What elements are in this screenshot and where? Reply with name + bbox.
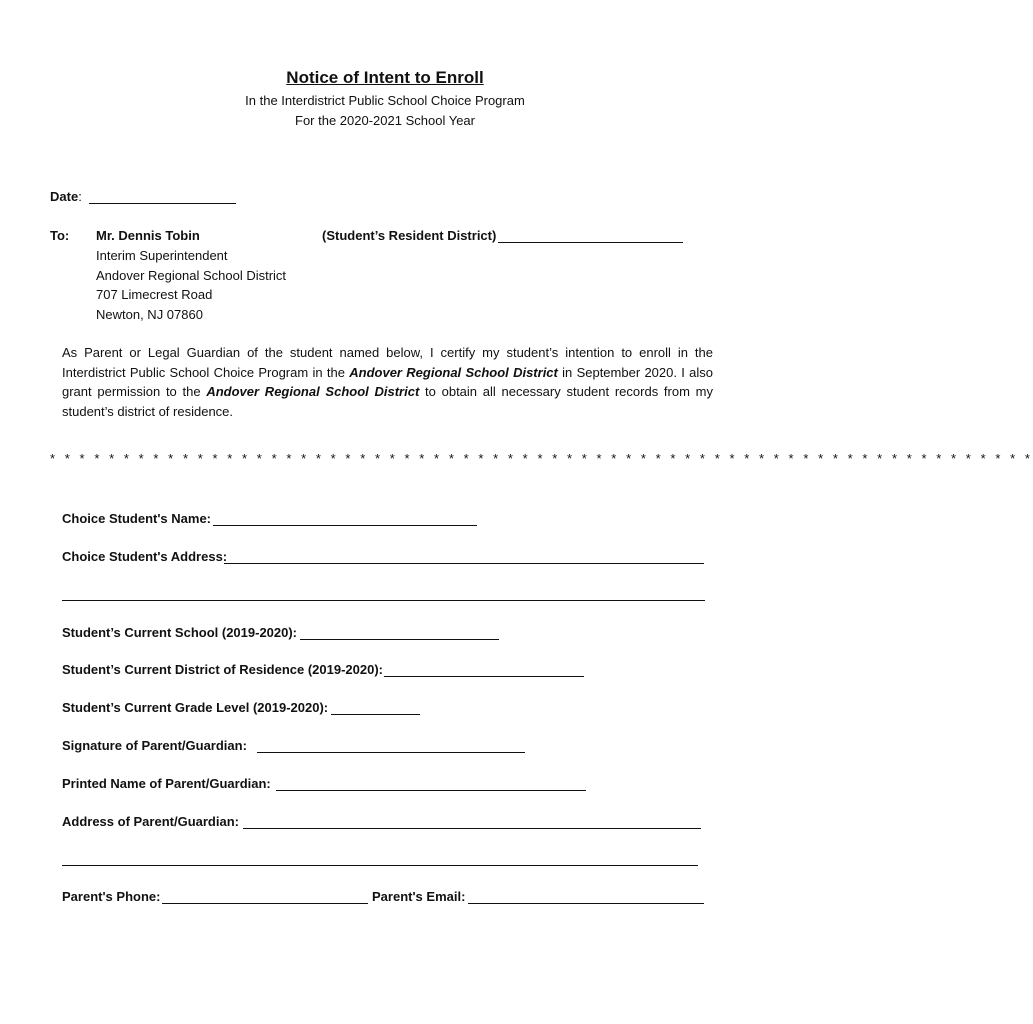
parent-address-field[interactable] [243,828,701,829]
to-label: To: [50,228,70,243]
student-name-label: Choice Student's Name: [62,511,212,526]
recipient-street: 707 Limecrest Road [96,287,213,302]
parent-address-label: Address of Parent/Guardian: [62,814,239,829]
resident-district-label: (Student’s Resident District) [322,228,497,243]
document-title: Notice of Intent to Enroll [286,68,484,87]
current-grade-field[interactable] [331,714,420,715]
recipient-org: Andover Regional School District [96,268,287,283]
current-district-field[interactable] [384,676,584,677]
parent-phone-field[interactable] [162,903,368,904]
date-label: Date [50,189,79,204]
statement-district-1: Andover Regional School District [349,364,558,380]
subtitle-program: In the Interdistrict Public School Choice Program [245,93,525,108]
statement-part-3: to obtain all necessary student records from my student’s district of residence. [62,384,713,419]
student-address-field[interactable] [224,563,704,564]
certification-paragraph [62,343,713,421]
signature-label: Signature of Parent/Guardian: [62,738,247,753]
parent-address-field-line-2[interactable] [62,865,698,866]
current-school-label: Student’s Current School (2019-2020): [62,625,298,640]
parent-email-field[interactable] [468,903,704,904]
current-district-label: Student’s Current District of Residence (2019-2020): [62,662,383,677]
statement-part-1: As Parent or Legal Guardian of the student named below, I certify my student’s intention to enroll in the Interdistrict Public School Choice Program in the [62,345,713,380]
recipient-city: Newton, NJ 07860 [96,307,203,322]
student-address-label: Choice Student's Address: [62,549,228,564]
printed-name-label: Printed Name of Parent/Guardian: [62,776,271,791]
current-grade-label: Student’s Current Grade Level (2019-2020): [62,700,329,715]
current-school-field[interactable] [300,639,499,640]
resident-district-field[interactable] [498,242,683,243]
statement-part-2: in September 2020. I also grant permission to the [62,364,714,400]
printed-name-field[interactable] [276,790,586,791]
asterisk-separator: * * * * * * * * * * * * * * * * * * * * * * * * * * * * * * * * * * * * * * * * * * * * * * * * * * * * * * * * * * * * * * * * * * * [50,451,1033,466]
parent-email-label: Parent's Email: [372,889,466,904]
statement-district-2: Andover Regional School District [206,384,420,400]
date-field[interactable] [89,203,236,204]
recipient-role: Interim Superintendent [96,248,228,263]
student-name-field[interactable] [213,525,477,526]
subtitle-school-year: For the 2020-2021 School Year [295,113,475,128]
parent-phone-label: Parent's Phone: [62,889,161,904]
date-colon: : [78,189,82,204]
recipient-name: Mr. Dennis Tobin [96,228,200,243]
signature-field[interactable] [257,752,525,753]
student-address-field-line-2[interactable] [62,600,705,601]
date-row [50,189,82,204]
